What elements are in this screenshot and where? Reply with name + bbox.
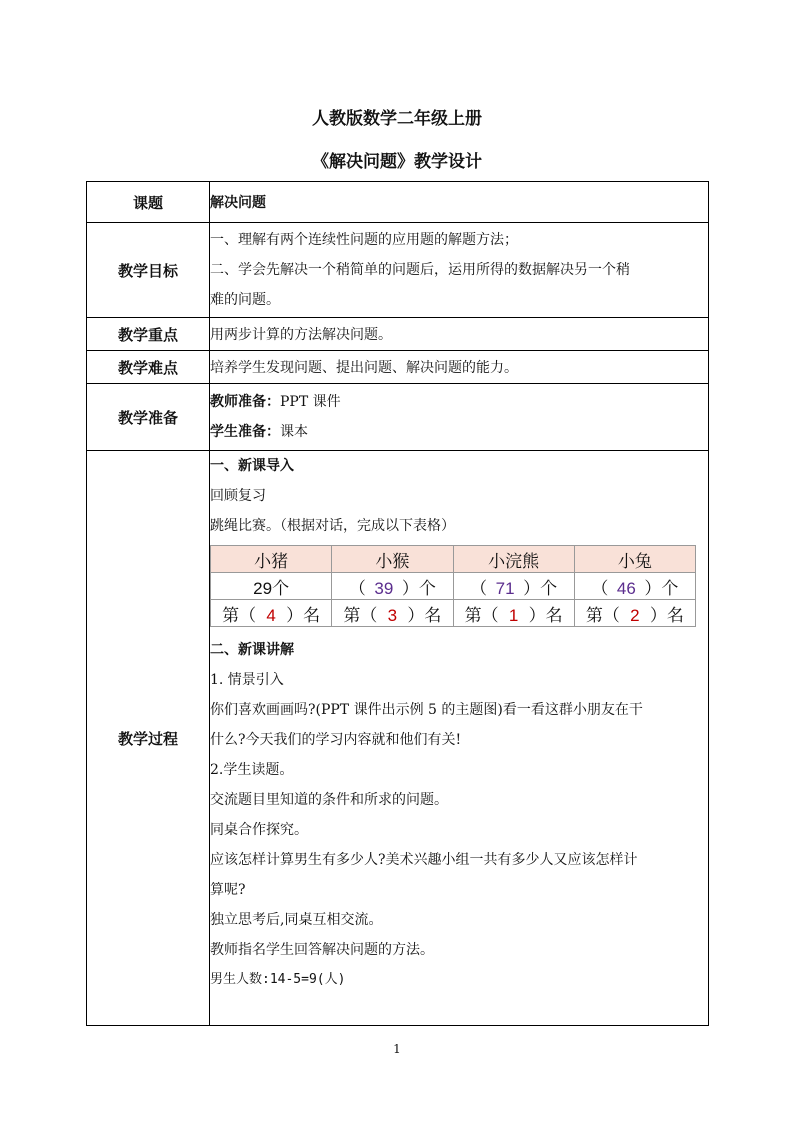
animal-pig: 小猪 [211,546,332,573]
rank-suffix: ）名 [286,605,321,625]
count-monkey-answer: 39 [374,578,394,598]
topic-label: 课题 [87,182,210,223]
process-line: 1. 情景引入 [210,672,284,688]
process-line: 什么?今天我们的学习内容就和他们有关! [210,732,462,748]
lesson-plan-table [86,181,709,1026]
process-label: 教学过程 [87,451,210,1026]
process-line: 独立思考后,同桌互相交流。 [210,912,383,928]
student-prep-value: 课本 [280,424,308,440]
rank-monkey [332,600,453,627]
rank-raccoon-answer: 1 [508,605,519,625]
topic-text: 解决问题 [210,195,266,211]
count-rabbit-answer: 46 [616,578,636,598]
process-line: 教师指名学生回答解决问题的方法。 [210,942,434,958]
count-pig: 29个 [211,573,332,600]
count-monkey [332,573,453,600]
paren-open: （ [591,578,609,598]
process-line: 2.学生读题。 [210,762,294,778]
student-prep-label: 学生准备： [210,424,280,440]
process-line: 算呢? [210,882,246,898]
paren-close-ge: ）个 [523,578,558,598]
count-raccoon-answer: 71 [495,578,515,598]
rank-rabbit [574,600,695,627]
animal-raccoon: 小浣熊 [453,546,574,573]
section1-heading: 一、新课导入 [210,458,294,474]
teacher-prep-value: PPT 课件 [280,394,341,410]
topic-row [87,182,709,223]
rank-pig [211,600,332,627]
count-raccoon [453,573,574,600]
goal-line: 难的问题。 [210,292,280,308]
paren-open: （ [348,578,366,598]
review-text: 回顾复习 [210,488,266,504]
teacher-prep [210,387,708,417]
rank-pig-answer: 4 [266,605,276,625]
rank-suffix: ）名 [649,605,684,625]
animal-header-row [211,546,696,573]
process-row [87,451,709,1026]
rank-raccoon [453,600,574,627]
paren-open: （ [470,578,488,598]
rank-row [211,600,696,627]
rank-prefix: 第（ [585,605,620,625]
process-line: 交流题目里知道的条件和所求的问题。 [210,792,448,808]
rank-suffix: ）名 [407,605,442,625]
rank-prefix: 第（ [464,605,499,625]
key-points-row [87,318,709,351]
formula-line: 男生人数:14-5=9(人) [210,972,346,987]
rank-suffix: ）名 [528,605,563,625]
preparation-content [210,384,709,451]
teacher-prep-label: 教师准备： [210,394,280,410]
paren-close-ge: ）个 [644,578,679,598]
count-row [211,573,696,600]
rank-monkey-answer: 3 [387,605,398,625]
count-rabbit [574,573,695,600]
difficulties-row [87,351,709,384]
document-subtitle: 《解决问题》教学设计 [312,152,482,172]
rank-prefix: 第（ [222,605,257,625]
document-title: 人教版数学二年级上册 [312,109,482,129]
section2-heading: 二、新课讲解 [210,642,294,658]
rank-rabbit-answer: 2 [630,605,640,625]
goals-content [210,223,709,318]
difficulties-value: 培养学生发现问题、提出问题、解决问题的能力。 [210,351,709,384]
preparation-label: 教学准备 [87,384,210,451]
rope-competition-table [210,545,696,627]
process-line: 应该怎样计算男生有多少人?美术兴趣小组一共有多少人又应该怎样计 [210,852,638,868]
paren-close-ge: ）个 [401,578,436,598]
key-points-value: 用两步计算的方法解决问题。 [210,318,709,351]
difficulties-label: 教学难点 [87,351,210,384]
animal-rabbit: 小兔 [574,546,695,573]
goal-line: 一、理解有两个连续性问题的应用题的解题方法； [210,232,518,248]
rank-prefix: 第（ [343,605,378,625]
goals-row [87,223,709,318]
rope-intro: 跳绳比赛。（根据对话，完成以下表格） [210,518,455,534]
topic-value [210,182,709,223]
process-line: 同桌合作探究。 [210,822,308,838]
page-number: 1 [393,1042,401,1056]
goals-label: 教学目标 [87,223,210,318]
key-points-label: 教学重点 [87,318,210,351]
process-line: 你们喜欢画画吗?(PPT 课件出示例 5 的主题图)看一看这群小朋友在干 [210,702,643,718]
process-content [210,451,709,1026]
preparation-row [87,384,709,451]
animal-monkey: 小猴 [332,546,453,573]
goal-line: 二、学会先解决一个稍简单的问题后，运用所得的数据解决另一个稍 [210,262,630,278]
student-prep [210,417,708,447]
